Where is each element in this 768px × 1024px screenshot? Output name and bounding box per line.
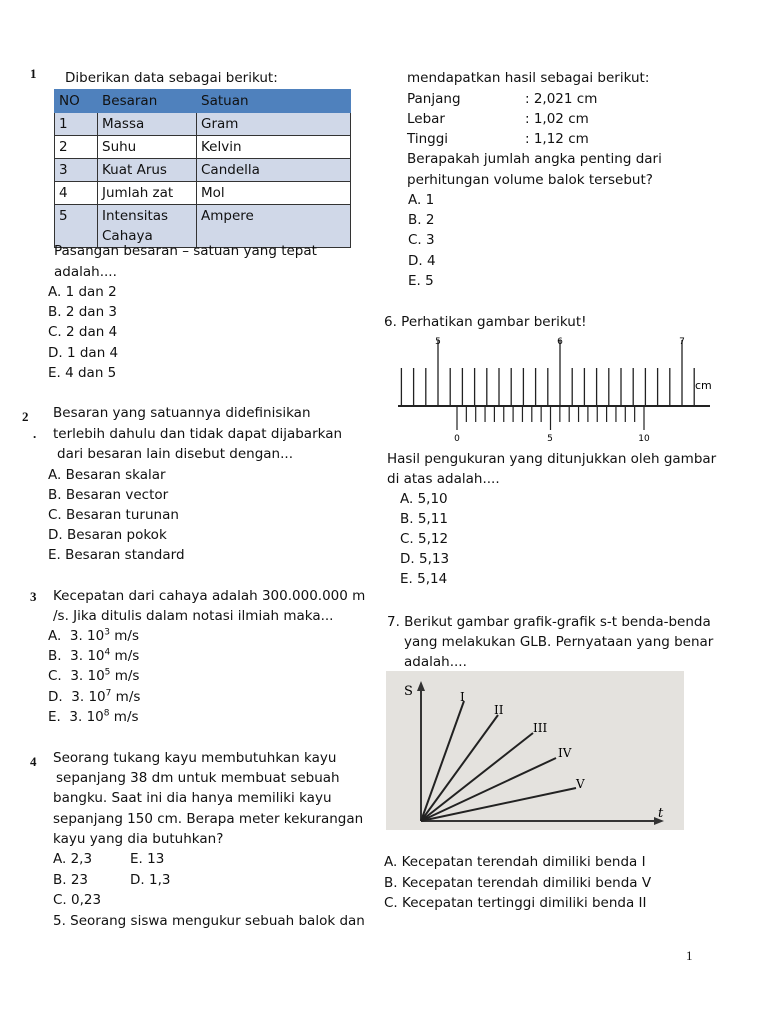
q5-question-line: perhitungan volume balok tersebut? bbox=[407, 172, 653, 188]
option-letter: D. bbox=[48, 689, 63, 705]
q7-option[interactable]: A. Kecepatan terendah dimiliki benda I bbox=[384, 854, 646, 870]
q5-question-line: Berapakah jumlah angka penting dari bbox=[407, 151, 662, 167]
table-row bbox=[55, 159, 351, 182]
table-row bbox=[55, 136, 351, 159]
table-cell: Gram bbox=[197, 113, 351, 136]
option-letter: C. bbox=[48, 668, 62, 684]
q6-option[interactable]: C. 5,12 bbox=[400, 531, 449, 547]
q1-question-line2: adalah.... bbox=[54, 264, 117, 280]
graph-line-II bbox=[421, 715, 498, 821]
option-exponent: 8 bbox=[103, 708, 110, 719]
graph-line-label: II bbox=[494, 703, 504, 717]
q5-option[interactable]: E. 5 bbox=[408, 273, 434, 289]
option-exponent: 4 bbox=[104, 647, 111, 658]
q1-number: 1 bbox=[30, 66, 37, 81]
q6-title: 6. Perhatikan gambar berikut! bbox=[384, 314, 587, 330]
q2-line: dari besaran lain disebut dengan... bbox=[57, 446, 293, 462]
table-cell: 3 bbox=[55, 159, 98, 182]
q6-question-line: di atas adalah.... bbox=[387, 471, 500, 487]
option-base: 3. 10 bbox=[69, 709, 104, 725]
vernier-caliper-figure bbox=[390, 330, 720, 450]
option-letter: E. bbox=[48, 709, 61, 725]
y-axis-arrow bbox=[417, 681, 425, 691]
q4-option-d[interactable]: D. 1,3 bbox=[130, 872, 171, 888]
q3-line: /s. Jika ditulis dalam notasi ilmiah maka... bbox=[53, 608, 334, 624]
q2-option[interactable]: B. Besaran vector bbox=[48, 487, 169, 503]
option-base: 3. 10 bbox=[71, 689, 106, 705]
q5-measure-value: : 1,02 cm bbox=[525, 111, 589, 127]
option-exponent: 7 bbox=[105, 688, 112, 699]
q6-question-line: Hasil pengukuran yang ditunjukkan oleh gambar bbox=[387, 451, 717, 467]
q3-number: 3 bbox=[30, 589, 37, 604]
q3-option[interactable] bbox=[48, 666, 139, 686]
q5-measure-label: Lebar bbox=[407, 111, 445, 127]
q2-option[interactable]: C. Besaran turunan bbox=[48, 507, 179, 523]
q5-measure-label: Tinggi bbox=[407, 131, 449, 147]
q7-line: yang melakukan GLB. Pernyataan yang benar bbox=[404, 634, 714, 650]
q1-option[interactable]: E. 4 dan 5 bbox=[48, 365, 117, 381]
table-cell: Kuat Arus bbox=[98, 159, 197, 182]
option-unit: m/s bbox=[110, 648, 140, 664]
q1-intro: Diberikan data sebagai berikut: bbox=[65, 70, 278, 86]
header-besaran: Besaran bbox=[98, 90, 197, 113]
option-unit: m/s bbox=[110, 668, 140, 684]
q1-option[interactable]: C. 2 dan 4 bbox=[48, 324, 118, 340]
table-cell: 4 bbox=[55, 182, 98, 205]
main-scale-label: 7 bbox=[679, 337, 685, 347]
q6-option[interactable]: B. 5,11 bbox=[400, 511, 448, 527]
table-cell: 5 bbox=[55, 205, 98, 248]
q2-option[interactable]: D. Besaran pokok bbox=[48, 527, 167, 543]
q1-option[interactable]: B. 2 dan 3 bbox=[48, 304, 118, 320]
option-base: 3. 10 bbox=[70, 668, 105, 684]
cell-line: Intensitas bbox=[102, 208, 169, 224]
q5-measure-value: : 2,021 cm bbox=[525, 91, 598, 107]
q2-number: 2 bbox=[22, 409, 29, 424]
vernier-label: 0 bbox=[454, 434, 460, 444]
option-letter: A. bbox=[48, 628, 62, 644]
q4-line: bangku. Saat ini dia hanya memiliki kayu bbox=[53, 790, 332, 806]
q5-measure-label: Panjang bbox=[407, 91, 461, 107]
q7-option[interactable]: C. Kecepatan tertinggi dimiliki benda II bbox=[384, 895, 647, 911]
option-base: 3. 10 bbox=[69, 628, 105, 644]
st-graph-photo bbox=[386, 671, 684, 830]
q5-option[interactable]: C. 3 bbox=[408, 232, 435, 248]
q4-option-c[interactable]: C. 0,23 bbox=[53, 892, 102, 908]
table-header-row bbox=[55, 90, 351, 113]
vernier-label: 5 bbox=[547, 434, 553, 444]
q7-line: adalah.... bbox=[404, 654, 467, 670]
q5-option[interactable]: A. 1 bbox=[408, 192, 435, 208]
vernier-label: 10 bbox=[638, 434, 650, 444]
q3-option[interactable] bbox=[48, 626, 139, 646]
q2-line: Besaran yang satuannya didefinisikan bbox=[53, 405, 311, 421]
q7-line: 7. Berikut gambar grafik-grafik s-t benda-benda bbox=[387, 614, 711, 630]
table-cell: Jumlah zat bbox=[98, 182, 197, 205]
graph-line-label: IV bbox=[558, 746, 572, 760]
graph-line-label: I bbox=[460, 690, 465, 704]
q5-option[interactable]: B. 2 bbox=[408, 212, 435, 228]
vernier-scale-ticks bbox=[457, 406, 644, 430]
option-letter: B. bbox=[48, 648, 62, 664]
q3-line: Kecepatan dari cahaya adalah 300.000.000 m bbox=[53, 588, 366, 604]
graph-line-V bbox=[421, 788, 576, 821]
q3-option[interactable] bbox=[48, 646, 139, 666]
header-satuan: Satuan bbox=[197, 90, 351, 113]
q2-option[interactable]: E. Besaran standard bbox=[48, 547, 185, 563]
option-exponent: 3 bbox=[104, 627, 110, 638]
q4-option-e[interactable]: E. 13 bbox=[130, 851, 165, 867]
q3-option[interactable] bbox=[48, 707, 139, 727]
scale-unit: cm bbox=[695, 379, 712, 392]
option-base: 3. 10 bbox=[70, 648, 105, 664]
option-exponent: 5 bbox=[104, 667, 111, 678]
table-cell: 1 bbox=[55, 113, 98, 136]
q4-option-a[interactable]: A. 2,3 bbox=[53, 851, 93, 867]
option-unit: m/s bbox=[109, 628, 140, 644]
q1-option[interactable]: A. 1 dan 2 bbox=[48, 284, 117, 300]
graph-line-label: III bbox=[533, 721, 548, 735]
q2-bullet: . bbox=[33, 426, 37, 441]
table-cell: Suhu bbox=[98, 136, 197, 159]
st-graph bbox=[386, 671, 684, 830]
q7-option[interactable]: B. Kecepatan terendah dimiliki benda V bbox=[384, 875, 652, 891]
q6-option[interactable]: D. 5,13 bbox=[400, 551, 450, 567]
page-number: 1 bbox=[686, 948, 693, 963]
option-unit: m/s bbox=[111, 689, 141, 705]
q1-question-line1: Pasangan besaran – satuan yang tepat bbox=[54, 243, 317, 259]
y-axis-label: S bbox=[404, 684, 413, 699]
q6-option[interactable]: E. 5,14 bbox=[400, 571, 448, 587]
q4-option-b[interactable]: B. 23 bbox=[53, 872, 89, 888]
main-scale-label: 5 bbox=[435, 337, 441, 347]
main-scale-label: 6 bbox=[557, 337, 563, 347]
q1-table bbox=[54, 89, 351, 248]
q5-line: mendapatkan hasil sebagai berikut: bbox=[407, 70, 650, 86]
q6-option[interactable]: A. 5,10 bbox=[400, 491, 448, 507]
table-row bbox=[55, 113, 351, 136]
table-cell: Candella bbox=[197, 159, 351, 182]
q4-number: 4 bbox=[30, 754, 37, 769]
header-no: NO bbox=[55, 90, 98, 113]
table-cell: Mol bbox=[197, 182, 351, 205]
q1-option[interactable]: D. 1 dan 4 bbox=[48, 345, 119, 361]
q2-line: terlebih dahulu dan tidak dapat dijabarkan bbox=[53, 426, 343, 442]
q2-option[interactable]: A. Besaran skalar bbox=[48, 467, 166, 483]
main-scale-ticks bbox=[401, 340, 694, 406]
table-cell: Ampere bbox=[197, 205, 351, 248]
q4-line: sepanjang 38 dm untuk membuat sebuah bbox=[56, 770, 340, 786]
q4-line: kayu yang dia butuhkan? bbox=[53, 831, 224, 847]
table-row bbox=[55, 182, 351, 205]
q4-line: Seorang tukang kayu membutuhkan kayu bbox=[53, 750, 337, 766]
table-cell: 2 bbox=[55, 136, 98, 159]
q5-line: 5. Seorang siswa mengukur sebuah balok dan bbox=[53, 913, 365, 929]
q4-line: sepanjang 150 cm. Berapa meter kekurangan bbox=[53, 811, 364, 827]
q5-option[interactable]: D. 4 bbox=[408, 253, 436, 269]
table-cell: Massa bbox=[98, 113, 197, 136]
table-cell: Kelvin bbox=[197, 136, 351, 159]
q5-measure-value: : 1,12 cm bbox=[525, 131, 589, 147]
q3-option[interactable] bbox=[48, 687, 140, 707]
option-unit: m/s bbox=[109, 709, 139, 725]
cell-line: Cahaya bbox=[102, 228, 153, 244]
graph-line-label: V bbox=[576, 777, 585, 791]
x-axis-label: t bbox=[658, 806, 664, 821]
